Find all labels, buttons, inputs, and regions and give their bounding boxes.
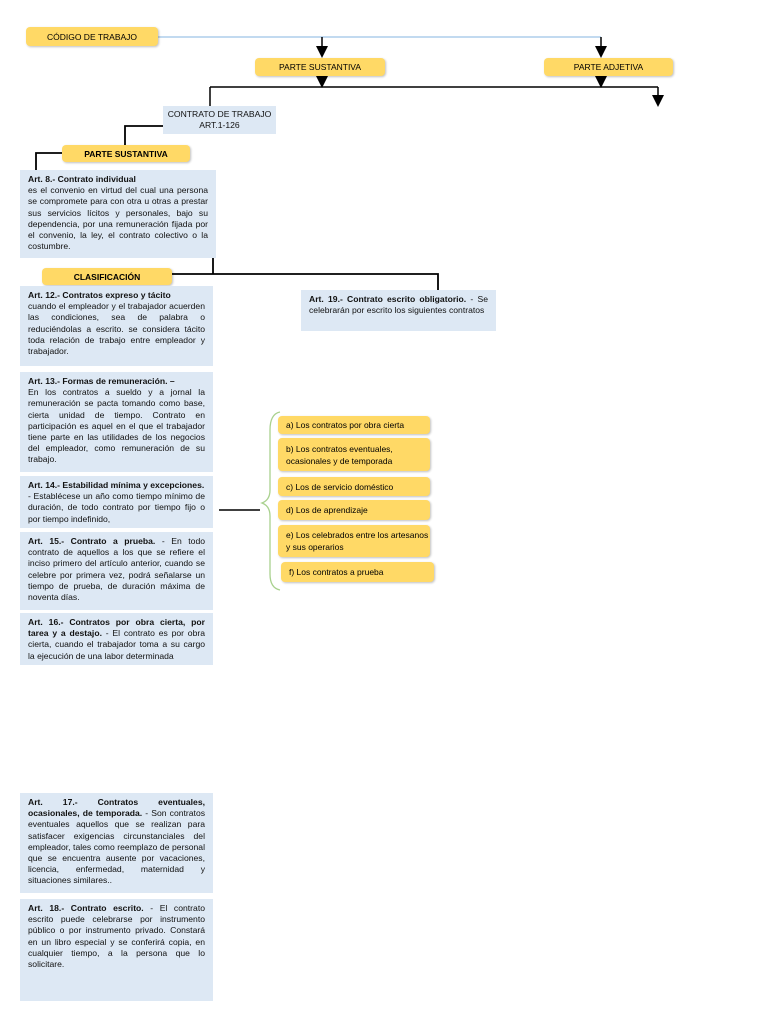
art17-body: - Son contratos eventuales aquellos que se realizan para satisfacer exigencias circunstanciales del empleador, tales como reemplazo de personal que se encuentra ausente por vacaciones, licencia, enfermedad, maternidad y situaciones similares.. xyxy=(28,808,206,886)
art8-box xyxy=(20,170,216,258)
art19-box xyxy=(301,290,496,331)
art13-box xyxy=(20,372,213,472)
art8-title: Art. 8.- Contrato individual xyxy=(28,174,136,184)
art16-body: - El contrato es por obra cierta, cuando el trabajador toma a su cargo la ejecución de una labor determinada xyxy=(28,628,205,661)
art17-box xyxy=(20,793,213,893)
art18-body: - El contrato escrito puede celebrarse por instrumento público o por instrumento privado. Constará en un libro especial y se conferirá copia, en cualquier tiempo, a la persona que lo solicitare. xyxy=(28,903,205,970)
art18-title: Art. 18.- Contrato escrito. xyxy=(28,903,144,913)
art12-title: Art. 12.- Contratos expreso y tácito xyxy=(28,290,171,300)
list-item: e) Los celebrados entre los artesanos y sus operarios xyxy=(278,525,430,557)
root-node: CÓDIGO DE TRABAJO xyxy=(26,27,158,46)
contrato-node xyxy=(163,106,276,134)
list-item: b) Los contratos eventuales, ocasionales y de temporada xyxy=(278,438,430,471)
list-item: c) Los de servicio doméstico xyxy=(278,477,430,496)
art15-body: - En todo contrato de aquellos a los que se refiere el inciso primero del artículo anterior, cuando se celebre por primera vez, podrá señalarse un tiempo de prueba, de duración máxima de noventa días. xyxy=(28,536,206,603)
clasificacion-node: CLASIFICACIÓN xyxy=(42,268,172,285)
art12-body: cuando el empleador y el trabajador acuerden las condiciones, sea de palabra o reduciéndolas a escrito. se considera tácito toda relación de trabajo entre empleador y trabajador. xyxy=(28,301,205,357)
art16-box xyxy=(20,613,213,665)
art12-box xyxy=(20,286,213,366)
art19-body: - Se celebrarán por escrito los siguientes contratos xyxy=(309,294,489,316)
branch-adjetiva-node: PARTE ADJETIVA xyxy=(544,58,673,76)
sustantiva-node: PARTE SUSTANTIVA xyxy=(62,145,190,162)
art17-title: Art. 17.- Contratos eventuales, ocasionales, de temporada. xyxy=(28,797,205,819)
list-item: f) Los contratos a prueba xyxy=(281,562,434,582)
art8-body: es el convenio en virtud del cual una persona se compromete para con otra u otras a prestar sus servicios lícitos y personales, bajo su dependencia, por una remuneración fijada por el convenio, la ley, el contrato colectivo o la costumbre. xyxy=(28,185,208,252)
list-item: a) Los contratos por obra cierta xyxy=(278,416,430,434)
branch-sustantiva-node: PARTE SUSTANTIVA xyxy=(255,58,385,76)
art15-title: Art. 15.- Contrato a prueba. xyxy=(28,536,156,546)
art15-box xyxy=(20,532,213,610)
list-item: d) Los de aprendizaje xyxy=(278,500,430,520)
art13-body: En los contratos a sueldo y a jornal la remuneración se pacta tomando como base, cierta unidad de tiempo. Contrato en participación es aquel en el que el trabajador tiene parte en las utilidades de los negocios del empleador, como remuneración de su trabajo. xyxy=(28,387,205,465)
art18-box xyxy=(20,899,213,1001)
art14-box xyxy=(20,476,213,528)
art16-title: Art. 16.- Contratos por obra cierta, por tarea y a destajo. xyxy=(28,617,205,639)
art14-body: - Establécese un año como tiempo mínimo de duración, de todo contrato por tiempo fijo o por tiempo indefinido, xyxy=(28,491,205,524)
contrato-range: ART.1-126 xyxy=(199,120,240,130)
art19-title: Art. 19.- Contrato escrito obligatorio. xyxy=(309,294,467,304)
art14-title: Art. 14.- Estabilidad mínima y excepciones. xyxy=(28,480,205,490)
art13-title: Art. 13.- Formas de remuneración. – xyxy=(28,376,175,386)
contrato-title: CONTRATO DE TRABAJO xyxy=(167,108,272,119)
